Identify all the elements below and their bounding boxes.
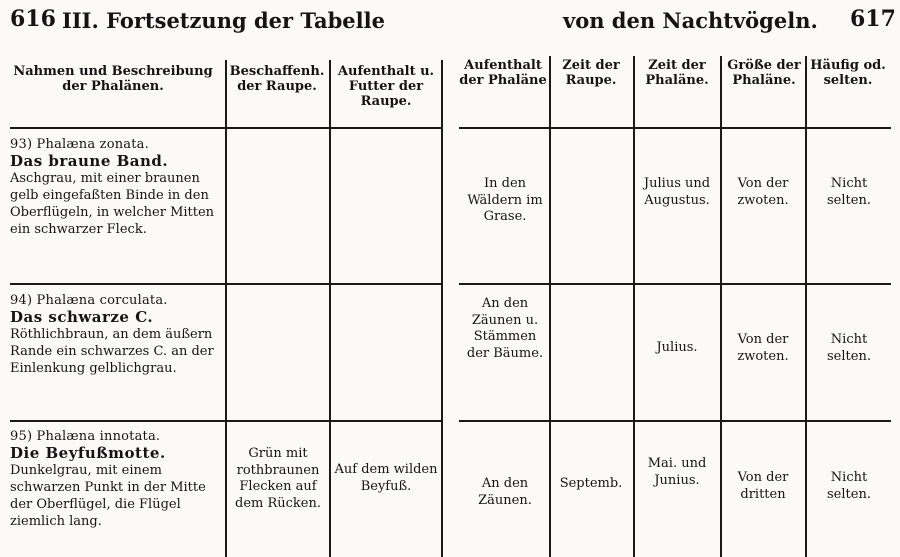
left-column-rule-2 bbox=[329, 60, 331, 557]
entry-94-number: 94) Phalæna corculata. bbox=[10, 293, 168, 308]
right-page bbox=[455, 0, 900, 557]
entry-93-description: Aschgrau, mit einer braunen gelb eingefaßten Binde in den Oberflügeln, in welcher Mitten ein schwarzer Fleck. bbox=[10, 171, 215, 237]
header-habitat-food: Aufenthalt u. Futter der Raupe. bbox=[337, 64, 435, 109]
left-page-number: 616 bbox=[10, 6, 56, 32]
row-93-habitat: In den Wäldern im Grase. bbox=[467, 176, 543, 224]
right-column-rule-2 bbox=[633, 56, 635, 557]
header-size: Größe der Phaläne. bbox=[727, 58, 801, 88]
row-95-moth-time: Mai. und Junius. bbox=[647, 456, 707, 488]
right-column-rule-3 bbox=[720, 56, 722, 557]
entry-93-number: 93) Phalæna zonata. bbox=[10, 137, 149, 152]
left-row-divider-2 bbox=[10, 420, 442, 422]
header-caterpillar-time: Zeit der Raupe. bbox=[562, 58, 620, 88]
left-page-title: III. Fortsetzung der Tabelle bbox=[62, 8, 385, 33]
row-95-caterpillar-time: Septemb. bbox=[559, 476, 623, 491]
entry-94-name: Das schwarze C. bbox=[10, 308, 154, 326]
right-row-divider-1 bbox=[459, 283, 891, 285]
right-row-divider-2 bbox=[459, 420, 891, 422]
entry-95 bbox=[10, 428, 222, 530]
row-93-frequency: Nicht selten. bbox=[827, 176, 871, 208]
left-header-divider bbox=[10, 127, 442, 129]
row-95-frequency: Nicht selten. bbox=[827, 470, 871, 502]
right-header-divider bbox=[459, 127, 891, 129]
entry-94-description: Röthlichbraun, an dem äußern Rande ein schwarzes C. an der Einlenkung gelblichgrau. bbox=[10, 327, 214, 376]
entry-95-caterpillar: Grün mit rothbraunen Flecken auf dem Rücken. bbox=[235, 446, 321, 511]
left-column-rule-3 bbox=[441, 60, 443, 557]
row-94-size: Von der zwoten. bbox=[737, 332, 789, 364]
entry-95-habitat-food: Auf dem wilden Beyfuß. bbox=[334, 462, 438, 494]
entry-95-description: Dunkelgrau, mit einem schwarzen Punkt in der Mitte der Oberflügel, die Flügel ziemlich lang. bbox=[10, 463, 206, 529]
right-column-rule-4 bbox=[805, 56, 807, 557]
right-page-number: 617 bbox=[850, 6, 896, 32]
row-93-size: Von der zwoten. bbox=[737, 176, 789, 208]
header-name-description: Nahmen und Beschreibung der Phalänen. bbox=[13, 64, 213, 94]
header-caterpillar: Beschaffenh. der Raupe. bbox=[229, 64, 325, 94]
entry-95-number: 95) Phalæna innotata. bbox=[10, 429, 161, 444]
entry-93 bbox=[10, 136, 222, 238]
left-page bbox=[0, 0, 445, 557]
row-94-frequency: Nicht selten. bbox=[827, 332, 871, 364]
row-94-moth-time: Julius. bbox=[656, 340, 698, 355]
left-row-divider-1 bbox=[10, 283, 442, 285]
header-moth-time: Zeit der Phaläne. bbox=[645, 58, 709, 88]
row-95-size: Von der dritten bbox=[737, 470, 789, 502]
row-94-habitat: An den Zäunen u. Stämmen der Bäume. bbox=[466, 296, 544, 361]
entry-93-name: Das braune Band. bbox=[10, 152, 169, 170]
row-95-habitat: An den Zäunen. bbox=[478, 476, 532, 508]
header-frequency: Häufig od. selten. bbox=[810, 58, 886, 88]
right-page-title: von den Nachtvögeln. bbox=[563, 8, 818, 33]
left-column-rule-1 bbox=[225, 60, 227, 557]
entry-95-name: Die Beyfußmotte. bbox=[10, 444, 166, 462]
row-93-moth-time: Julius und Augustus. bbox=[643, 176, 711, 208]
entry-94 bbox=[10, 292, 222, 377]
header-habitat: Aufenthalt der Phaläne bbox=[459, 58, 547, 88]
